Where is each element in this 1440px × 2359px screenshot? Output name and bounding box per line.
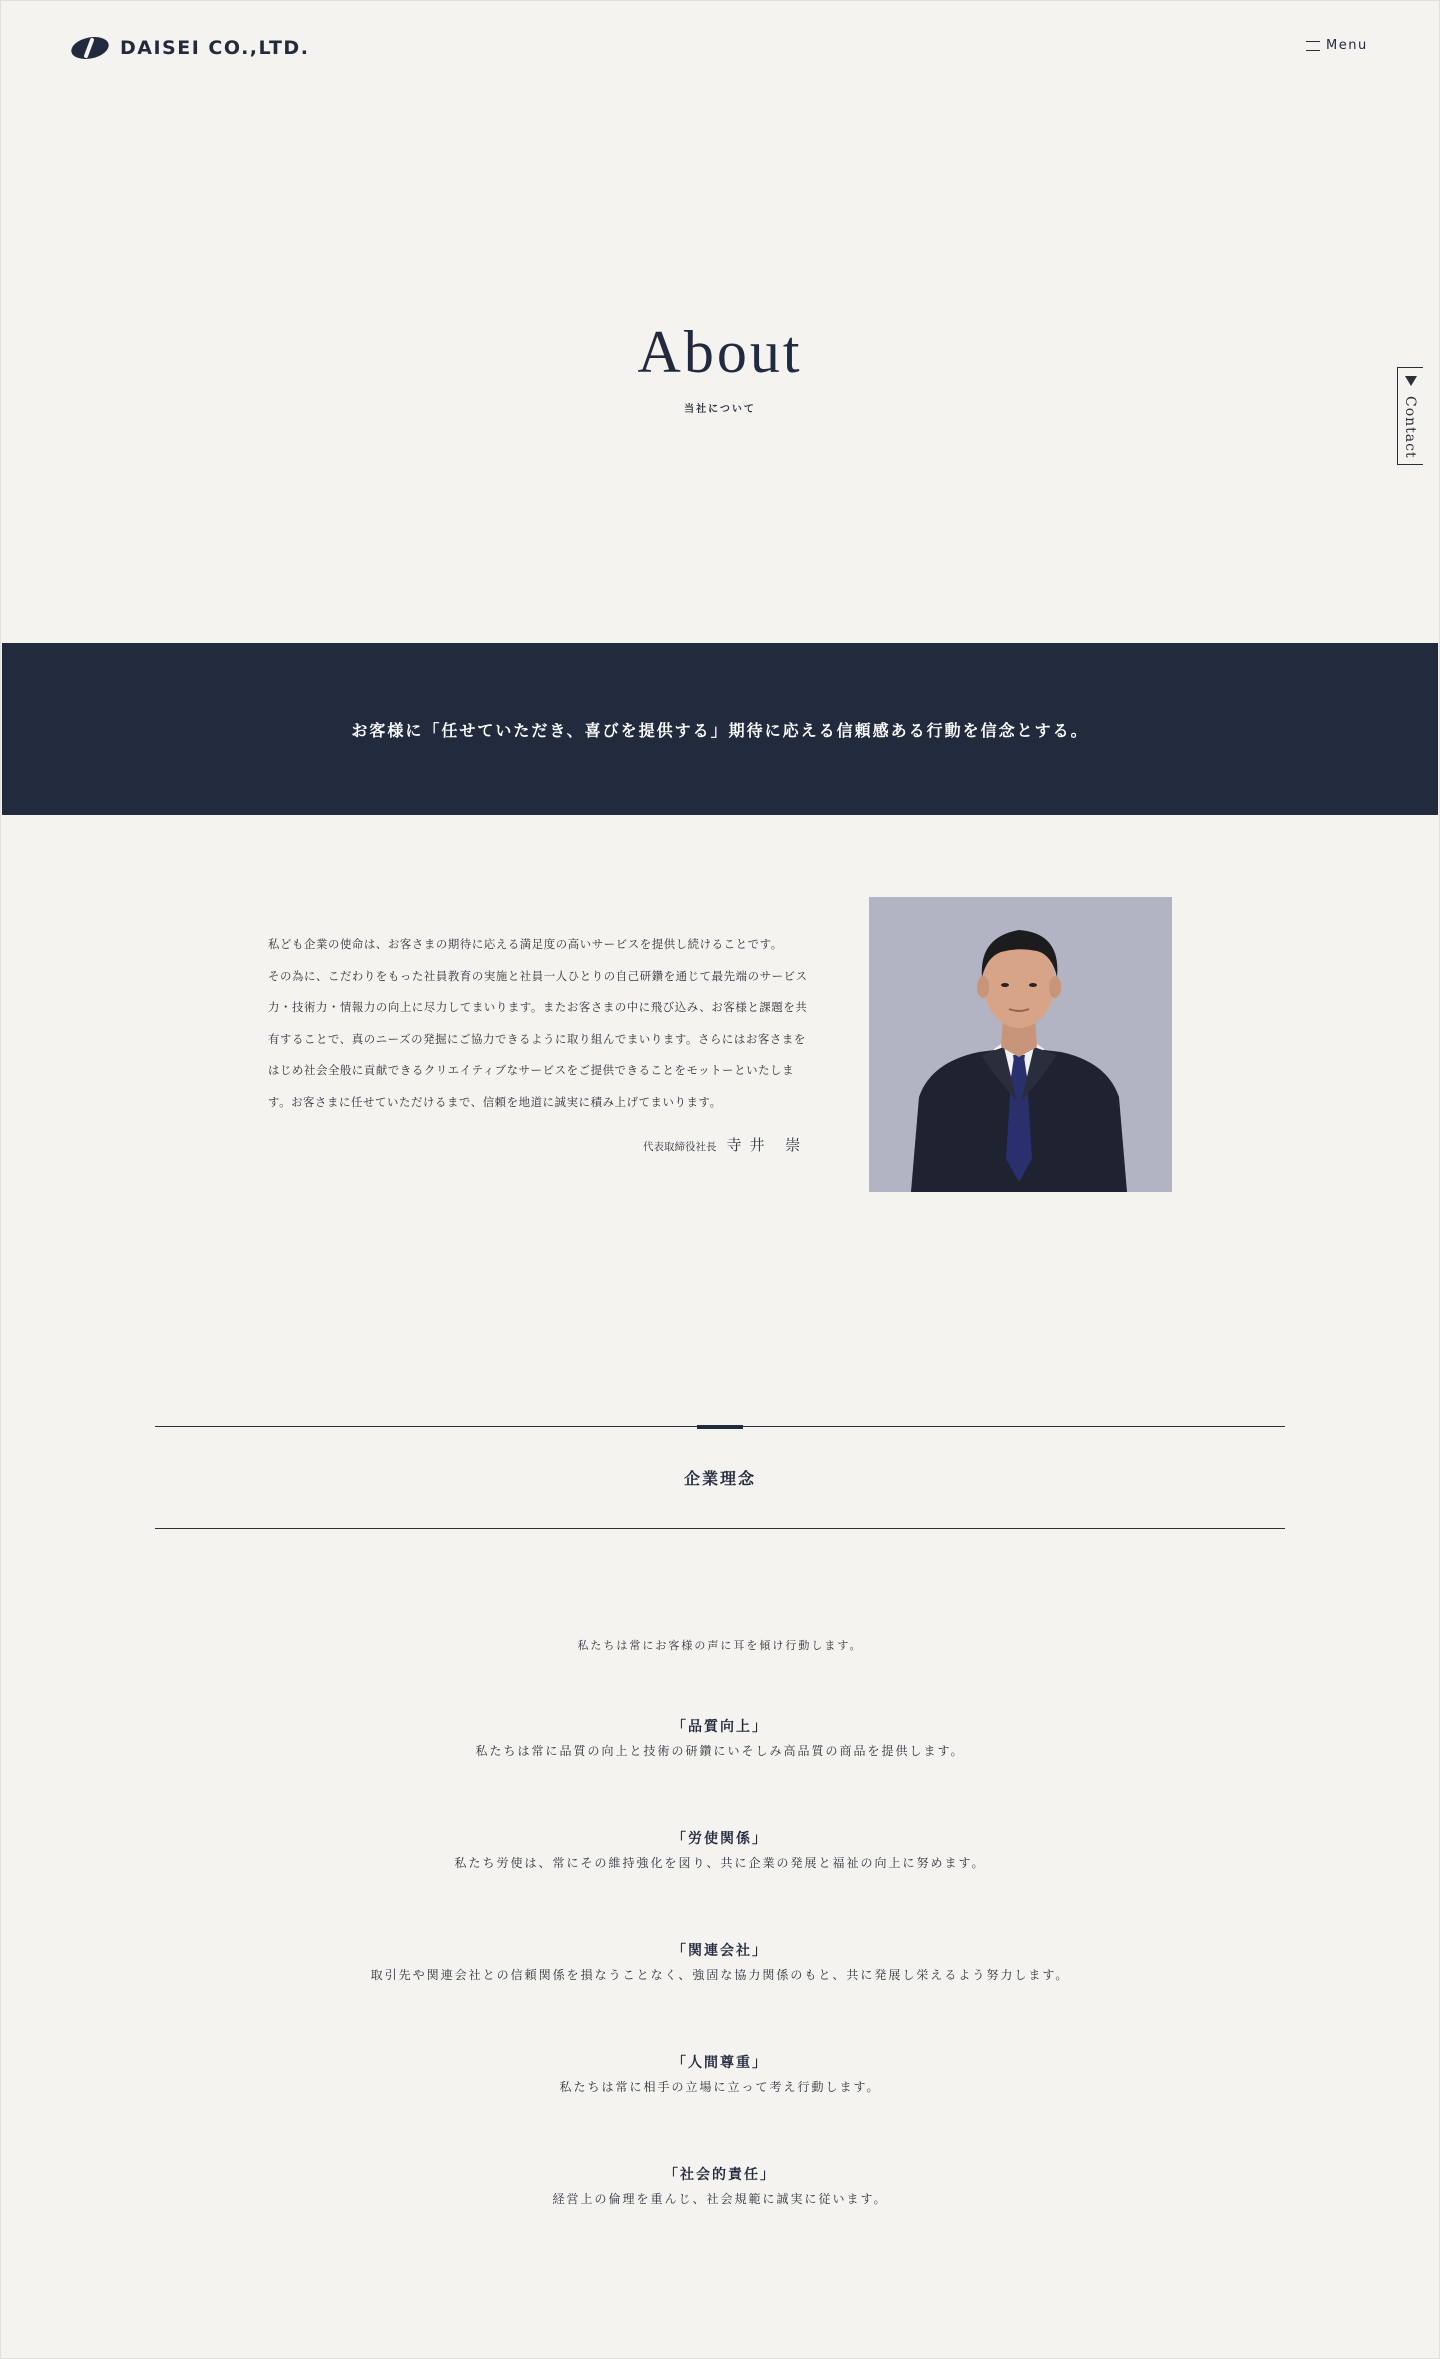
hamburger-icon xyxy=(1306,41,1320,51)
message-line: はじめ社会全般に貢献できるクリエイティブなサービスをご提供できることをモットーといたしま xyxy=(268,1063,795,1077)
principle-text: 経営上の倫理を重んじ、社会規範に誠実に従います。 xyxy=(552,2192,888,2206)
section-title-philosophy: 企業理念 xyxy=(683,1469,756,1488)
message-line: す。お客さまに任せていただけるまで、信頼を地道に誠実に積み上げてまいります。 xyxy=(268,1094,722,1109)
principle-item xyxy=(0,1940,1440,1983)
message-line: 私ども企業の使命は、お客さまの期待に応える満足度の高いサービスを提供し続けることです。 xyxy=(268,937,783,951)
logo-text: DAISEI CO.,LTD. xyxy=(120,37,310,59)
president-message xyxy=(268,929,808,1118)
principle-title: 「社会的責任」 xyxy=(664,2167,776,2183)
principle-title: 「人間尊重」 xyxy=(672,2055,768,2071)
menu-button[interactable] xyxy=(1306,38,1368,53)
principle-item xyxy=(0,2052,1440,2095)
principle-title: 「関連会社」 xyxy=(672,1943,768,1959)
principle-item xyxy=(0,2164,1440,2207)
principle-text: 私たち労使は、常にその維持強化を図り、共に企業の発展と福祉の向上に努めます。 xyxy=(454,1856,986,1870)
president-photo xyxy=(869,897,1172,1192)
signature-name: 寺井 崇 xyxy=(726,1136,809,1154)
motto-banner xyxy=(2,643,1438,815)
principle-title: 「労使関係」 xyxy=(672,1831,768,1847)
logo-mark-icon xyxy=(70,36,110,60)
clipped-text: 私たちは常にお客様の声に耳を傾け行動します。 xyxy=(577,1639,863,1652)
section-divider-bottom xyxy=(155,1528,1285,1529)
clipped-text-line xyxy=(0,1628,1440,1652)
section-divider-accent xyxy=(697,1425,743,1429)
principle-text: 取引先や関連会社との信頼関係を損なうことなく、強固な協力関係のもと、共に発展し栄えるよう努力します。 xyxy=(370,1968,1070,1982)
menu-label: Menu xyxy=(1326,38,1368,53)
message-line: その為に、こだわりをもった社員教育の実施と社員一人ひとりの自己研鑽を通じて最先端のサービス xyxy=(268,968,808,983)
principle-item xyxy=(0,1828,1440,1871)
page-title: About xyxy=(637,319,803,385)
signature-title: 代表取締役社長 xyxy=(643,1141,717,1153)
message-line: 有することで、真のニーズの発掘にご協力できるように取り組んでまいります。さらにはお客さまを xyxy=(268,1031,806,1046)
principle-text: 私たちは常に品質の向上と技術の研鑽にいそしみ高品質の商品を提供します。 xyxy=(475,1744,965,1758)
company-logo[interactable] xyxy=(70,36,309,60)
motto-text: お客様に「任せていただき、喜びを提供する」期待に応える信頼感ある行動を信念とする。 xyxy=(351,720,1089,740)
message-line: 力・技術力・情報力の向上に尽力してまいります。またお客さまの中に飛び込み、お客様と課題を共 xyxy=(268,1000,808,1014)
principle-text: 私たちは常に相手の立場に立って考え行動します。 xyxy=(559,2080,881,2094)
president-portrait-illustration xyxy=(869,897,1172,1192)
signature xyxy=(643,1134,808,1155)
contact-label: Contact xyxy=(1402,396,1418,459)
principle-title: 「品質向上」 xyxy=(672,1719,768,1735)
principle-item xyxy=(0,1716,1440,1759)
page-subtitle: 当社について xyxy=(684,404,756,415)
